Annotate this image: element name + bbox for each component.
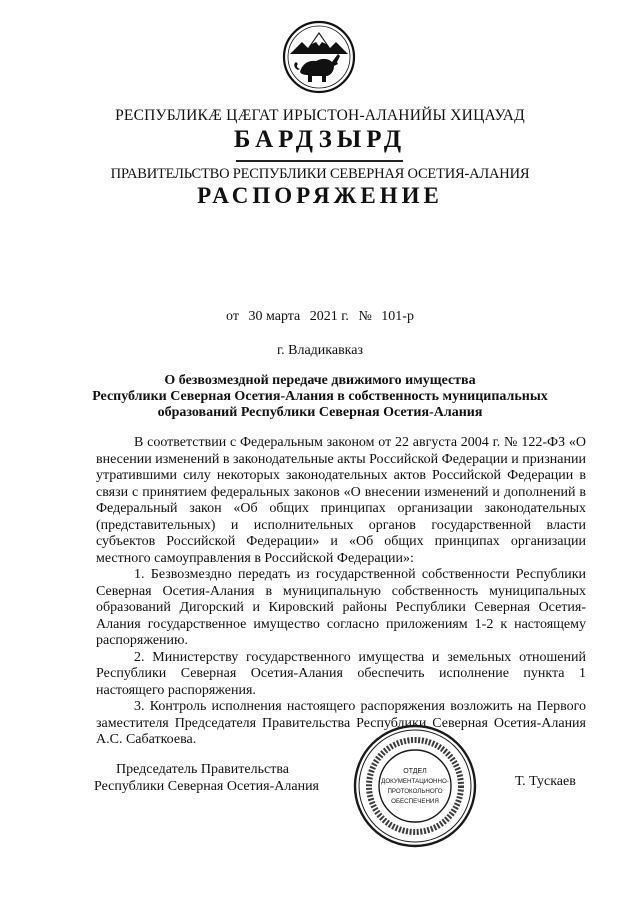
stamp-text: ОБЕСПЕЧЕНИЯ — [391, 798, 439, 805]
clause-2-paragraph: 2. Министерству государственного имущества и земельных отношений Республики Северная Осетия-Алания обеспечить исполнение пункта 1 настоящего распоряжения. — [96, 649, 586, 698]
date-year: 2021 г. — [309, 309, 349, 324]
stamp-text: ОТДЕЛ — [403, 768, 427, 775]
title-line: Республики Северная Осетия-Алания в собственность муниципальных — [92, 389, 548, 404]
position-line: Председатель Правительства — [116, 762, 289, 777]
title-line: О безвозмездной передаче движимого имущества — [164, 373, 476, 388]
number-sign: № — [358, 309, 372, 324]
ossetian-document-type: БАРДЗЫРД — [233, 126, 407, 153]
ossetian-government-name: РЕСПУБЛИКӔ ЦӔГАТ ИРЫСТОН-АЛАНИЙЫ ХИЦАУАД — [115, 107, 525, 124]
document-number: 101-р — [381, 309, 414, 324]
stamp-text: ПРОТОКОЛЬНОГО — [387, 788, 443, 795]
coat-of-arms-emblem — [282, 20, 356, 94]
preamble-paragraph: В соответствии с Федеральным законом от 22 августа 2004 г. № 122-ФЗ «О внесении изменений в законодательные акты Российской Федерации и признании утратившими силу некоторых законодательных актов Российской Федерации в связи с принятием федеральных законов «О внесении изменений и дополнений в Федеральный закон «Об общих принципах организации законодательных (представительных) и исполнительных органов государственной власти субъектов Российской Федерации» и «Об общих принципах организации местного самоуправления в Российской Федерации»: — [96, 435, 586, 566]
date-day-month: 30 марта — [248, 309, 301, 324]
signatory-position — [94, 762, 319, 795]
header-divider — [236, 160, 403, 162]
clause-1-paragraph: 1. Безвозмездно передать из государственной собственности Республики Северная Осетия-Алания в муниципальную собственность муниципальных образований Дигорский и Кировский районы Республики Северная Осетия-Алания государственное имущество согласно приложениям 1-2 к настоящему распоряжению. — [96, 567, 586, 648]
clause-3-paragraph: 3. Контроль исполнения настоящего распоряжения возложить на Первого заместителя Председателя Правительства Республики Северная Осетия-Алания А.С. Сабаткоева. — [96, 699, 586, 747]
stamp-text: ДОКУМЕНТАЦИОННО- — [381, 778, 449, 785]
signatory-name: Т. Тускаев — [515, 774, 576, 789]
document-city: г. Владикавказ — [276, 343, 364, 358]
title-line: образований Республики Северная Осетия-Алания — [157, 405, 483, 420]
date-prefix: от — [226, 309, 239, 324]
document-title — [0, 373, 640, 421]
document-date-number — [0, 309, 640, 325]
official-stamp — [352, 723, 478, 849]
document-body — [96, 435, 586, 749]
russian-government-name: ПРАВИТЕЛЬСТВО РЕСПУБЛИКИ СЕВЕРНАЯ ОСЕТИЯ-АЛАНИЯ — [110, 166, 530, 182]
position-line: Республики Северная Осетия-Алания — [94, 778, 319, 794]
russian-document-type: РАСПОРЯЖЕНИЕ — [197, 183, 443, 208]
